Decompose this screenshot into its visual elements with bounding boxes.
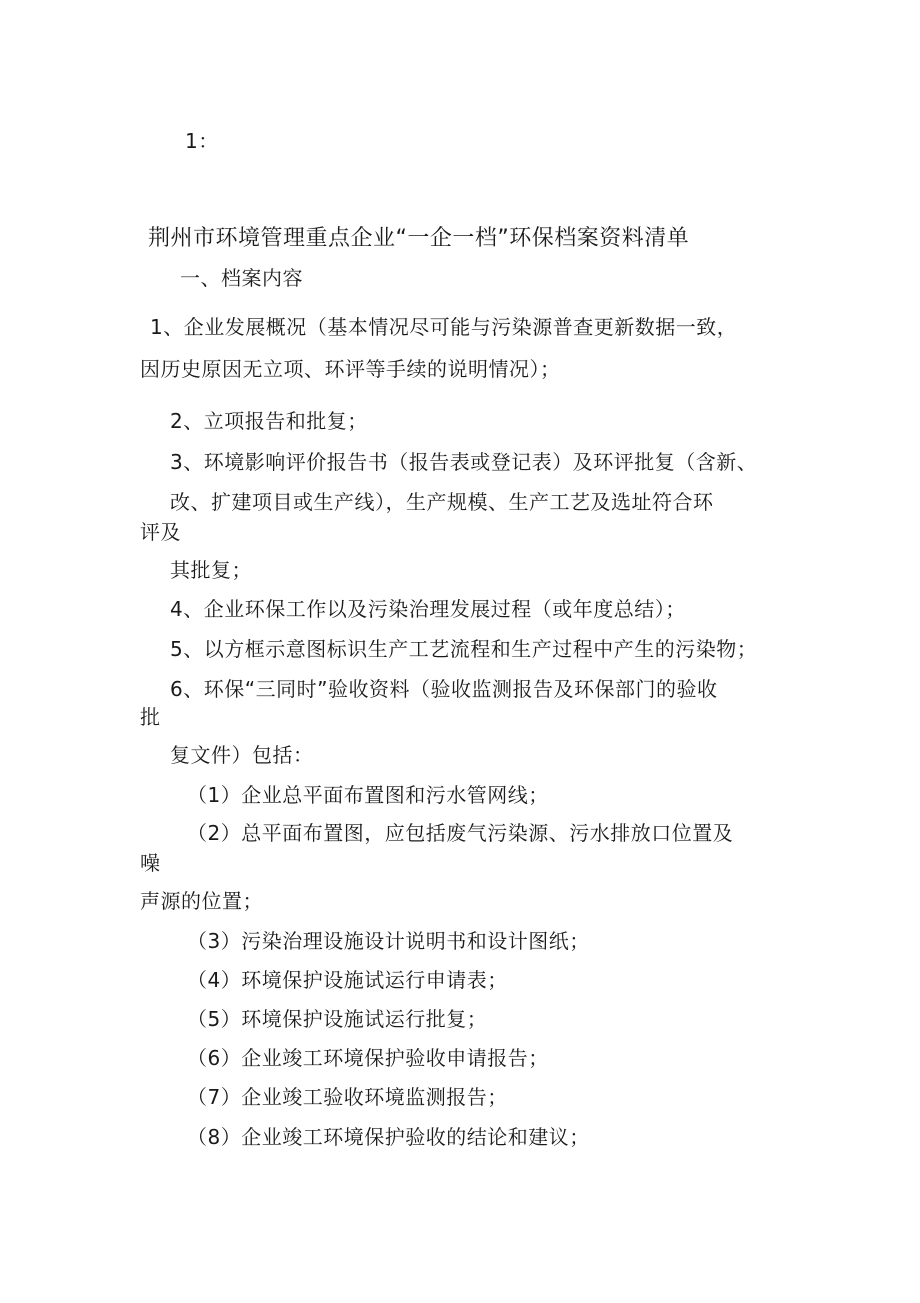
page-number-label: 1： [185,129,219,153]
text-line: 2、立项报告和批复； [170,409,368,433]
text-line: （7）企业竣工验收环境监测报告； [187,1085,508,1109]
text-line: （1）企业总平面布置图和污水管网线； [187,783,549,807]
text-line: 其批复； [170,558,252,582]
text-line: 6、环保“三同时”验收资料（验收监测报告及环保部门的验收 [170,677,718,701]
text-line: 因历史原因无立项、环评等手续的说明情况）； [140,357,561,381]
text-line: 批 [140,705,161,729]
document-title: 荆州市环境管理重点企业“一企一档”环保档案资料清单 [148,226,690,251]
text-line: 复文件）包括： [170,743,314,767]
text-line: 3、环境影响评价报告书（报告表或登记表）及环评批复（含新、 [170,450,758,474]
text-line: 1、企业发展概况（基本情况尽可能与污染源普查更新数据一致， [150,315,738,339]
text-line: （2）总平面布置图，应包括废气污染源、污水排放口位置及 [187,821,734,845]
text-line: 4、企业环保工作以及污染治理发展过程（或年度总结）； [170,597,686,621]
text-line: 噪 [140,851,161,875]
text-line: （5）环境保护设施试运行批复； [187,1007,488,1031]
section-heading: 一、档案内容 [180,266,303,290]
text-line: （8）企业竣工环境保护验收的结论和建议； [187,1125,590,1149]
text-line: 评及 [140,520,181,544]
text-line: （3）污染治理设施设计说明书和设计图纸； [187,929,590,953]
text-line: 5、以方框示意图标识生产工艺流程和生产过程中产生的污染物； [170,637,758,661]
text-line: （4）环境保护设施试运行申请表； [187,968,508,992]
text-line: 改、扩建项目或生产线），生产规模、生产工艺及选址符合环 [170,490,714,514]
text-line: 声源的位置； [140,889,263,913]
text-line: （6）企业竣工环境保护验收申请报告； [187,1046,549,1070]
